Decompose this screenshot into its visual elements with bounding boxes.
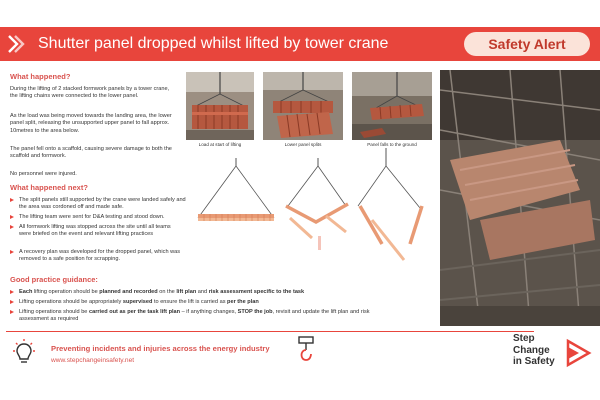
what-happened-para-3: The panel fell onto a scaffold, causing severe damage to both the scaffold and formwork. <box>10 146 172 160</box>
good-practice-text: lift plan <box>176 289 197 295</box>
good-practice-text: on the <box>157 289 177 295</box>
what-next-item: The split panels still supported by the crane were landed safely and the area was cordoned off and made safe. <box>10 197 190 212</box>
good-practice-heading: Good practice guidance: <box>10 275 98 284</box>
bullet-arrow-icon <box>10 290 14 294</box>
diagram-stacked-panels <box>198 158 274 221</box>
bullet-arrow-icon <box>10 215 14 219</box>
good-practice-text: lifting operation should be <box>32 289 100 295</box>
good-practice-text: planned and recorded <box>99 289 158 295</box>
footer-divider <box>6 331 534 332</box>
good-practice-text: , revisit and update the lift plan and risk assessment as required <box>19 309 370 323</box>
good-practice-text: Lifting operations should be <box>19 309 89 315</box>
photo-caption: Panel falls to the ground <box>367 142 417 147</box>
what-next-heading: What happened next? <box>10 183 88 192</box>
photo-load-start <box>186 72 254 140</box>
good-practice-text: carried out as per the task lift plan <box>88 309 181 315</box>
good-practice-text: to ensure the lift is carried as <box>152 299 228 305</box>
what-next-item: A recovery plan was developed for the dropped panel, which was removed to a safe position for scrapping. <box>10 249 182 264</box>
safety-alert-badge: Safety Alert <box>464 32 590 56</box>
good-practice-text: risk assessment specific to the task <box>208 289 305 295</box>
good-practice-text: – if anything changes, <box>180 309 238 315</box>
good-practice-text: Each <box>19 289 33 295</box>
photo-damaged-scaffold <box>440 70 600 326</box>
bullet-arrow-icon <box>10 250 14 254</box>
page-title: Shutter panel dropped whilst lifted by tower crane <box>38 35 389 52</box>
footer-tagline: Preventing incidents and injuries across the energy industry <box>51 344 270 353</box>
photo-panel-splits <box>263 72 343 140</box>
good-practice-item <box>10 299 386 306</box>
lift-sequence-diagram <box>196 148 436 268</box>
chevron-brand-icon <box>6 33 28 55</box>
good-practice-text: Lifting operations should be appropriately <box>19 299 123 305</box>
diagram-panel-falls <box>358 148 422 260</box>
step-change-logo-text: Step Change in Safety <box>513 333 555 367</box>
diagram-panel-splits <box>286 158 348 250</box>
good-practice-item <box>10 309 386 324</box>
step-change-logo-icon <box>562 338 592 368</box>
what-happened-heading: What happened? <box>10 72 71 81</box>
what-happened-para-4: No personnel were injured. <box>10 171 77 177</box>
what-happened-para-1: During the lifting of 2 stacked formwork panels by a tower crane, the lifting chains were connected to the lower panel. <box>10 86 170 100</box>
what-next-item: All formwork lifting was stopped across the site until all teams were briefed on the event and relevant lifting practices <box>10 224 175 239</box>
photo-panel-falls <box>352 72 432 140</box>
good-practice-text: per the plan <box>227 299 259 305</box>
lightbulb-icon <box>10 338 38 366</box>
crane-hook-icon <box>296 336 316 364</box>
good-practice-text: supervised <box>122 299 153 305</box>
photo-caption: Lower panel splits <box>284 142 322 147</box>
bullet-arrow-icon <box>10 310 14 314</box>
good-practice-text: STOP the job <box>237 309 273 315</box>
bullet-arrow-icon <box>10 198 14 202</box>
bullet-arrow-icon <box>10 300 14 304</box>
footer-url-link[interactable]: www.stepchangeinsafety.net <box>51 357 135 364</box>
what-next-item: The lifting team were sent for D&A testing and stood down. <box>10 214 190 221</box>
photo-caption: Load at start of lifting <box>198 142 242 147</box>
what-happened-para-2: As the load was being moved towards the landing area, the lower panel split, releasing the unsupported upper panel to fall approx. 10metres to the area below. <box>10 113 172 134</box>
bullet-arrow-icon <box>10 225 14 229</box>
good-practice-text: and <box>196 289 209 295</box>
good-practice-item <box>10 289 386 296</box>
